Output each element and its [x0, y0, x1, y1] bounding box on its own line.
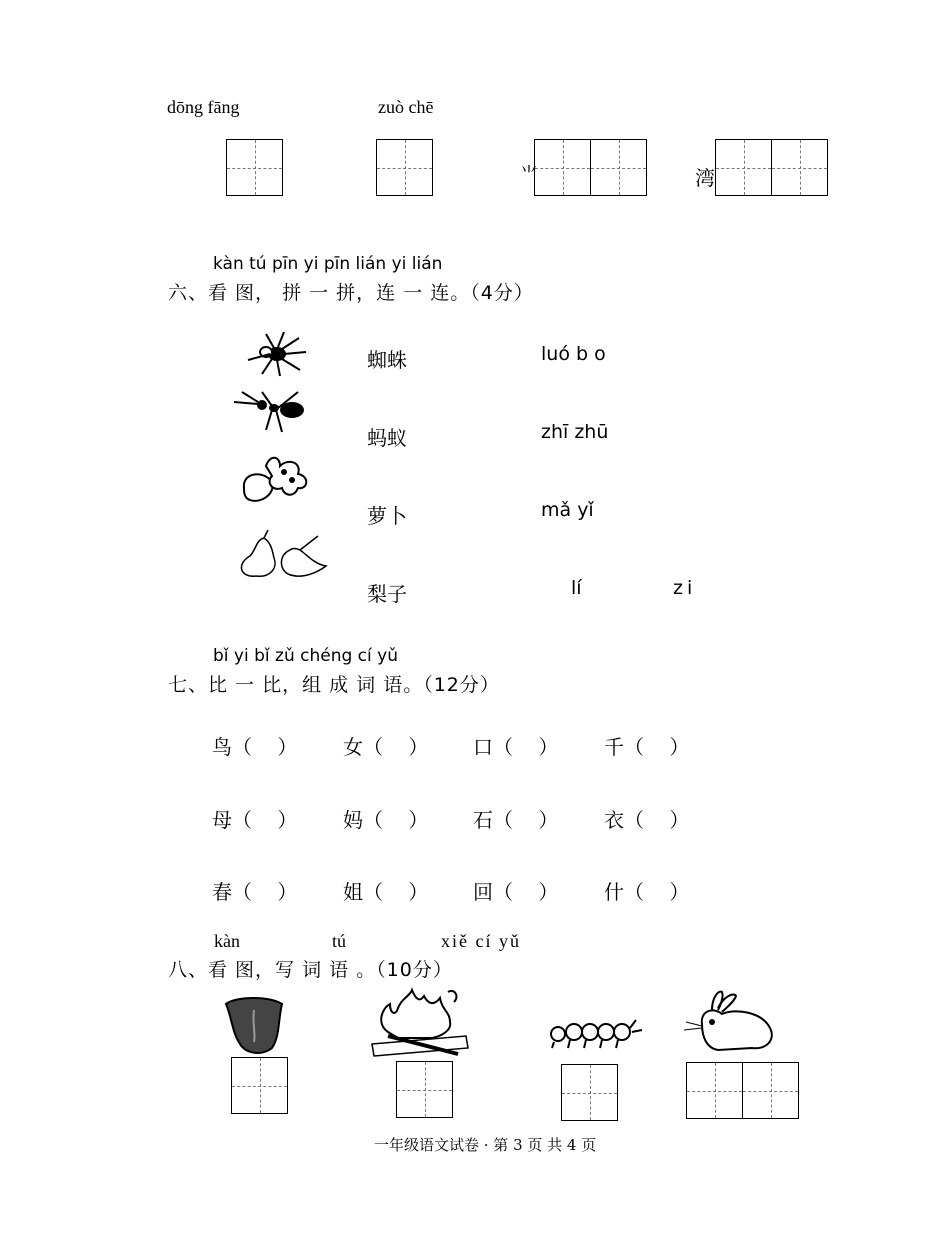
pinyin-option[interactable]: mǎ yǐ — [541, 499, 594, 521]
q6-pinyin-line: kàn tú pīn yi pīn lián yi lián — [213, 254, 443, 274]
writing-box[interactable] — [686, 1062, 743, 1119]
writing-box[interactable] — [534, 139, 591, 196]
q8-pinyin-kan: kàn — [214, 931, 240, 951]
q7-pinyin-line: bǐ yi bǐ zǔ chéng cí yǔ — [213, 646, 398, 666]
partial-character: 湾 — [695, 166, 715, 190]
fill-blank[interactable]: 女（ ） — [343, 735, 429, 759]
writing-box[interactable] — [376, 139, 433, 196]
pinyin-zuo-che: zuò chē — [378, 97, 434, 117]
writing-box[interactable] — [771, 139, 828, 196]
writing-box[interactable] — [226, 139, 283, 196]
tongue-picture — [222, 996, 288, 1056]
pinyin-option[interactable]: luó b o — [541, 343, 606, 365]
writing-box[interactable] — [742, 1062, 799, 1119]
pinyin-option[interactable]: zhī zhū — [541, 421, 609, 443]
q7-heading: 七、比 一 比，组 成 词 语。（12分） — [168, 674, 500, 696]
q8-pinyin-tu: tú — [332, 931, 347, 951]
radish-picture — [236, 452, 322, 508]
word-radish: 萝卜 — [367, 504, 407, 528]
fill-blank[interactable]: 石（ ） — [473, 808, 559, 832]
caterpillar-picture — [544, 1014, 644, 1050]
writing-box[interactable] — [396, 1061, 453, 1118]
writing-box[interactable] — [561, 1064, 618, 1121]
pinyin-option[interactable]: zi — [673, 577, 697, 599]
fill-blank[interactable]: 母（ ） — [212, 808, 298, 832]
fill-blank[interactable]: 春（ ） — [212, 880, 298, 904]
word-spider: 蜘蛛 — [367, 348, 407, 372]
q8-heading: 八、看 图，写 词 语 。（10分） — [168, 959, 453, 981]
word-ant: 蚂蚁 — [367, 426, 407, 450]
fill-blank[interactable]: 回（ ） — [473, 880, 559, 904]
rabbit-picture — [682, 990, 782, 1056]
ant-picture — [232, 388, 312, 438]
partial-character: ⺌ — [520, 164, 538, 185]
fire-picture — [368, 988, 472, 1062]
q8-pinyin-xie-ci-yu: xiě cí yǔ — [441, 931, 521, 951]
fill-blank[interactable]: 千（ ） — [604, 735, 690, 759]
pinyin-option[interactable]: lí — [571, 577, 582, 599]
fill-blank[interactable]: 姐（ ） — [343, 880, 429, 904]
pinyin-dong-fang: dōng fāng — [167, 97, 240, 117]
word-pear: 梨子 — [367, 582, 407, 606]
fill-blank[interactable]: 口（ ） — [473, 735, 559, 759]
writing-box[interactable] — [715, 139, 772, 196]
writing-box[interactable] — [231, 1057, 288, 1114]
writing-box[interactable] — [590, 139, 647, 196]
q6-heading: 六、看 图， 拼 一 拼，连 一 连。（4分） — [168, 282, 534, 304]
fill-blank[interactable]: 什（ ） — [604, 880, 690, 904]
spider-picture — [244, 330, 314, 380]
pear-picture — [234, 528, 330, 582]
fill-blank[interactable]: 妈（ ） — [343, 808, 429, 832]
fill-blank[interactable]: 衣（ ） — [604, 808, 690, 832]
page-footer: 一年级语文试卷 · 第 3 页 共 4 页 — [374, 1136, 597, 1154]
fill-blank[interactable]: 鸟（ ） — [212, 735, 298, 759]
